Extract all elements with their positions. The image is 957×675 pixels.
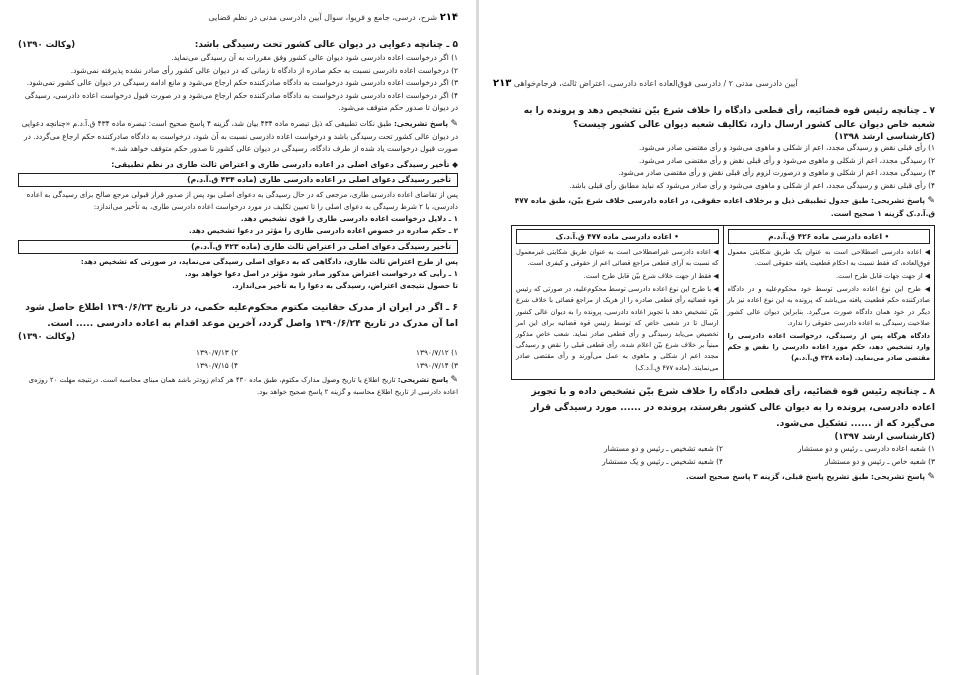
box-third-party-text: پس از طرح اعتراض ثالث طاری، دادگاهی که به دعوای اصلی رسیدگی می‌نماید، در صورتی که تشخیص دهد: xyxy=(80,256,458,266)
box-retrial-delay: تأخیر رسیدگی دعوای اصلی در اعاده دادرسی طاری (ماده ۴۳۴ ق.آ.د.م) xyxy=(18,173,458,187)
q5-option-4: ۴) اگر درخواست اعاده دادرسی شود درخواست به دادگاه صادرکننده حکم ارجاع می‌شود و در صورت قبول درخواست اعاده دادرسی، رسیدگی در دیوان تا صدور حکم متوقف می‌شود. xyxy=(24,90,458,113)
box-retrial-text: پس از تقاضای اعاده دادرسی طاری، مرجعی که در حال رسیدگی به دعوای اصلی بود پس از صدور قرار قبولی مرجع صالح برای رسیدگی به اعاده دادرسی، با ۲ شرط رسیدگی به دعوای اصلی را تا تعیین تکلیف در مورد درخواست اعاده دادرسی طاری، به تأخیر می‌اندازد: xyxy=(26,189,458,211)
box-third-party-item-2: تا حصول نتیجه‌ی اعتراض، رسیدگی به دعوا را به تأخیر می‌اندازد. xyxy=(232,280,458,290)
comparison-table xyxy=(511,225,935,380)
q7-option-1: ۱) رأی قبلی نقض و رسیدگی مجدد، اعم از شکلی و ماهوی می‌شود و رأی مقتضی صادر می‌شود. xyxy=(638,143,935,152)
question-8-source: (کارشناسی ارشد ۱۳۹۷) xyxy=(834,431,935,442)
left-page xyxy=(0,0,474,675)
question-5-title: ۵ ـ چنانچه دعوایی در دیوان عالی کشور تحت رسیدگی باشد: xyxy=(194,40,458,50)
q6-answer-label: پاسخ تشریحی: xyxy=(397,376,449,385)
q8-option-2: ۲) شعبه تشخیص ـ رئیس و دو مستشار xyxy=(603,443,723,453)
q5-answer-label: پاسخ تشریحی: xyxy=(393,118,449,128)
comparison-bullet: ◆ تأخیر رسیدگی دعوای اصلی در اعاده دادرسی طاری و اعتراض ثالث طاری در نظم تطبیقی: xyxy=(111,159,458,169)
q6-option-1: ۱) ۱۳۹۰/۷/۱۲ xyxy=(416,348,458,358)
table-col-civil xyxy=(724,226,935,379)
box-retrial-item-1: ۱ ـ دلایل درخواست اعاده دادرسی طاری را قوی تشخیص دهد. xyxy=(240,214,458,224)
box-third-party-item-1: ۱ ـ رأیی که درخواست اعتراض مذکور صادر شود مؤثر در اصل دعوا خواهد بود. xyxy=(185,268,458,278)
question-7-title: ۷ ـ چنانچه رئیس قوه قضائیه، رأی قطعی دادگاه را خلاف شرع بیّن تشخیص دهد و پرونده را به شعبه خاص دیوان عالی کشور ارسال دارد، تکالیف شعبه دیوان عالی کشور چیست؟ xyxy=(523,106,935,130)
table-civil-item-4: دادگاه هرگاه پس از رسیدگی، درخواست اعاده دادرسی را وارد تشخیص دهد، حکم مورد اعاده دادرسی را نقض و حکم مقتضی صادر می‌نماید. (ماده ۴۳۸ ق.آ.د.م) xyxy=(727,331,930,363)
q7-answer-text: طبق جدول تطبیقی ذیل و برخلاف اعاده حقوقی، در اعاده دادرسی خلاف شرع بیّن، طبق ماده ۴۷۷ ق.آ.د.ک گزینه ۱ صحیح است. xyxy=(514,196,935,218)
q6-options xyxy=(18,346,458,372)
q5-answer xyxy=(18,118,458,156)
q6-option-2: ۲) ۱۳۹۰/۷/۱۳ xyxy=(196,348,238,358)
q7-option-2: ۲) رسیدگی مجدد، اعم از شکلی و ماهوی می‌شود و رأی قبلی نقض و رأی مقتضی صادر می‌شود. xyxy=(638,155,935,165)
box-retrial-item-2: ۲ ـ حکم صادره در خصوص اعاده دادرسی طاری را مؤثر در دعوا تشخیص دهد. xyxy=(189,226,458,236)
left-page-number: ۲۱۴ xyxy=(439,12,458,23)
q8-answer-label: پاسخ تشریحی: xyxy=(870,471,926,481)
question-5 xyxy=(18,38,458,52)
box-third-party-delay: تأخیر رسیدگی دعوای اصلی در اعتراض ثالث طاری (ماده ۴۲۳ ق.آ.د.م) xyxy=(18,240,458,254)
page-gutter xyxy=(476,0,479,675)
q7-option-4: ۴) رأی قبلی نقض و رسیدگی مجدد، اعم از شکلی و ماهوی می‌شود و رأی صادر می‌شود که نباید مطابق رأی قبلی باشد. xyxy=(569,180,935,190)
right-running-title: آیین دادرسی مدنی ۲ / دادرسی فوق‌العاده اعاده دادرسی، اعتراض ثالث، فرجام‌خواهی xyxy=(513,79,798,88)
table-civil-item-1: ◀ اعاده دادرسی اصطلاحی است به عنوان یک طریق شکایتی معمول فوق‌العاده، که فقط نسبت به احکام قطعیت یافته حقوقی است. xyxy=(727,247,930,267)
question-7-source: (کارشناسی ارشد ۱۳۹۸) xyxy=(834,132,935,142)
right-page xyxy=(481,0,957,675)
table-col-criminal xyxy=(512,226,724,379)
question-8-title: ۸ ـ چنانچه رئیس قوه قضائیه، رأی قطعی دادگاه را خلاف شرع بیّن تشخیص داده و با تجویز اعاده دادرسی، پرونده را به دیوان عالی کشور بفرستد، پرونده در ...... مورد رسیدگی قرار می‌گیرد که از ...... تشکیل می‌شود. xyxy=(530,385,935,429)
right-page-content xyxy=(511,104,935,483)
q8-answer xyxy=(511,471,935,484)
answer-icon: ✎ xyxy=(450,118,458,129)
table-criminal-item-2: ◀ فقط از جهت خلاف شرع بیّن قابل طرح است. xyxy=(583,271,719,280)
question-6-source: (وکالت ۱۳۹۰) xyxy=(18,332,76,343)
right-page-header xyxy=(493,78,798,89)
answer-icon: ✎ xyxy=(450,375,458,386)
q6-answer-text: تاریخ اطلاع یا تاریخ وصول مدارک مکتوم، طبق ماده ۴۳۰ هر کدام زودتر باشد همان مبنای محاسبه است. درنتیجه مهلت ۲۰ روزه‌ی اعاده دادرسی از تاریخ اطلاع محاسبه و گزینه ۲ پاسخ صحیح خواهد بود. xyxy=(28,376,458,396)
q5-option-1: ۱) اگر درخواست اعاده دادرسی شود دیوان عالی کشور وفق مقررات به آن رسیدگی می‌نماید. xyxy=(171,53,458,62)
left-page-content xyxy=(18,38,458,398)
q8-option-3: ۳) شعبه خاص ـ رئیس و دو مستشار xyxy=(824,456,935,466)
q6-option-4: ۴) ۱۳۹۰/۷/۱۵ xyxy=(196,361,238,371)
table-civil-item-2: ◀ از جهت جهات قابل طرح است. xyxy=(836,271,930,280)
q6-answer xyxy=(18,375,458,398)
left-page-header xyxy=(208,12,458,23)
q8-option-1: ۱) شعبه اعاده دادرسی ـ رئیس و دو مستشار xyxy=(797,443,935,453)
q5-option-3: ۳) اگر درخواست اعاده دادرسی شود درخواست به دادگاه صادرکننده حکم ارجاع می‌شود و مانع ادامه رسیدگی در دیوان عالی کشور نمی‌شود. xyxy=(26,78,458,88)
table-criminal-item-1: ◀ اعاده دادرسی غیراصطلاحی است به عنوان طریق شکایتی غیرمعمول که نسبت به آرای قطعی مراجع قضائی اعم از حقوقی و کیفری است. xyxy=(516,247,719,267)
table-criminal-item-3: ◀ با طرح این نوع اعاده دادرسی توسط محکوم‌علیه، در صورتی که رئیس قوه قضائیه رأی قطعی صادره را از هریک از مراجع قضائی با خلاف شرع بیّن تشخیص دهد با تجویز اعاده دادرسی، پرونده را به دیوان عالی کشور ارسال تا در شعبی خاص که توسط رئیس قوه قضائیه برای این امر تخصیص می‌یابد رسیدگی و رأی قطعی صادر نماید. شعب خاص مذکور مبنیاً بر خلاف شرع بیّن اعلام شده، رأی قطعی قبلی را نقض و رسیدگی مجدد اعم از شکلی و ماهوی به عمل می‌آورند و رأی مقتضی صادر می‌نمایند. (ماده ۴۷۷ ق.آ.د.ک) xyxy=(516,285,719,372)
q5-option-2: ۲) درخواست اعاده دادرسی نسبت به حکم صادره از دادگاه تا زمانی که در دیوان عالی کشور رأی صادر نشده پذیرفته نمی‌شود. xyxy=(70,65,458,75)
q6-option-3: ۳) ۱۳۹۰/۷/۱۴ xyxy=(416,361,458,371)
answer-icon: ✎ xyxy=(927,196,935,207)
left-running-title: شرح، درسی، جامع و فریوا، سوال آیین دادرسی مدنی در نظم قضایی xyxy=(208,13,438,22)
table-civil-item-3: ◀ طرح این نوع اعاده دادرسی توسط خود محکوم‌علیه و در دادگاه صادرکننده حکم قطعیت یافته می‌باشد که پرونده به این نوع اعاده نیز بار دیگر در خود همان دادگاه صورت می‌گیرد. بنابراین دیوان عالی کشور صلاحیت رسیدگی به اعاده دادرسی حقوقی را ندارد. xyxy=(727,285,930,327)
right-page-number: ۲۱۳ xyxy=(493,78,512,89)
q8-answer-text: طبق تشریح پاسخ قبلی، گزینه ۳ پاسخ صحیح است. xyxy=(685,471,869,481)
q8-options xyxy=(511,442,935,468)
q8-option-4: ۴) شعبه تشخیص ـ رئیس و یک مستشار xyxy=(602,456,723,466)
q7-option-3: ۳) رسیدگی مجدد، اعم از شکلی و ماهوی و درصورت لزوم رأی قبلی نقض و رأی مقتضی صادر می‌شود. xyxy=(618,168,935,178)
question-6-title: ۶ ـ اگر در ایران از مدرک حقانیت مکتوم محکوم‌علیه حکمی، در تاریخ ۱۳۹۰/۶/۲۳ اطلاع حاصل شود اما آن مدرک در تاریخ ۱۳۹۰/۶/۲۴ واصل گردد، آخرین موعد اقدام به اعاده دادرسی ..... است. xyxy=(25,302,458,330)
q7-answer xyxy=(511,195,935,220)
q5-answer-text: طبق نکات تطبیقی که ذیل تبصره ماده ۴۳۴ بیان شد، گزینه ۴ پاسخ صحیح است: تبصره ماده ۴۳۴ ق.آ.د.م «چنانچه دعوایی در دیوان عالی کشور تحت رسیدگی باشد و درخواست اعاده دادرسی نسبت به آن شود، درخواست به دادگاه صادرکننده حکم ارجاع می‌گردد. در صورت قبول درخواست یاد شده از طرف دادگاه، رسیدگی در دیوان عالی کشور تا صدور حکم متوقف خواهد شد.» xyxy=(21,118,458,154)
table-header-criminal: • اعاده دادرسی ماده ۴۷۷ ق.آ.د.ک xyxy=(516,229,719,244)
answer-icon: ✎ xyxy=(927,471,935,482)
q7-answer-label: پاسخ تشریحی: xyxy=(870,196,926,206)
table-header-civil: • اعاده دادرسی ماده ۴۲۶ ق.آ.د.م xyxy=(728,229,931,244)
question-5-source: (وکالت ۱۳۹۰) xyxy=(18,40,76,50)
